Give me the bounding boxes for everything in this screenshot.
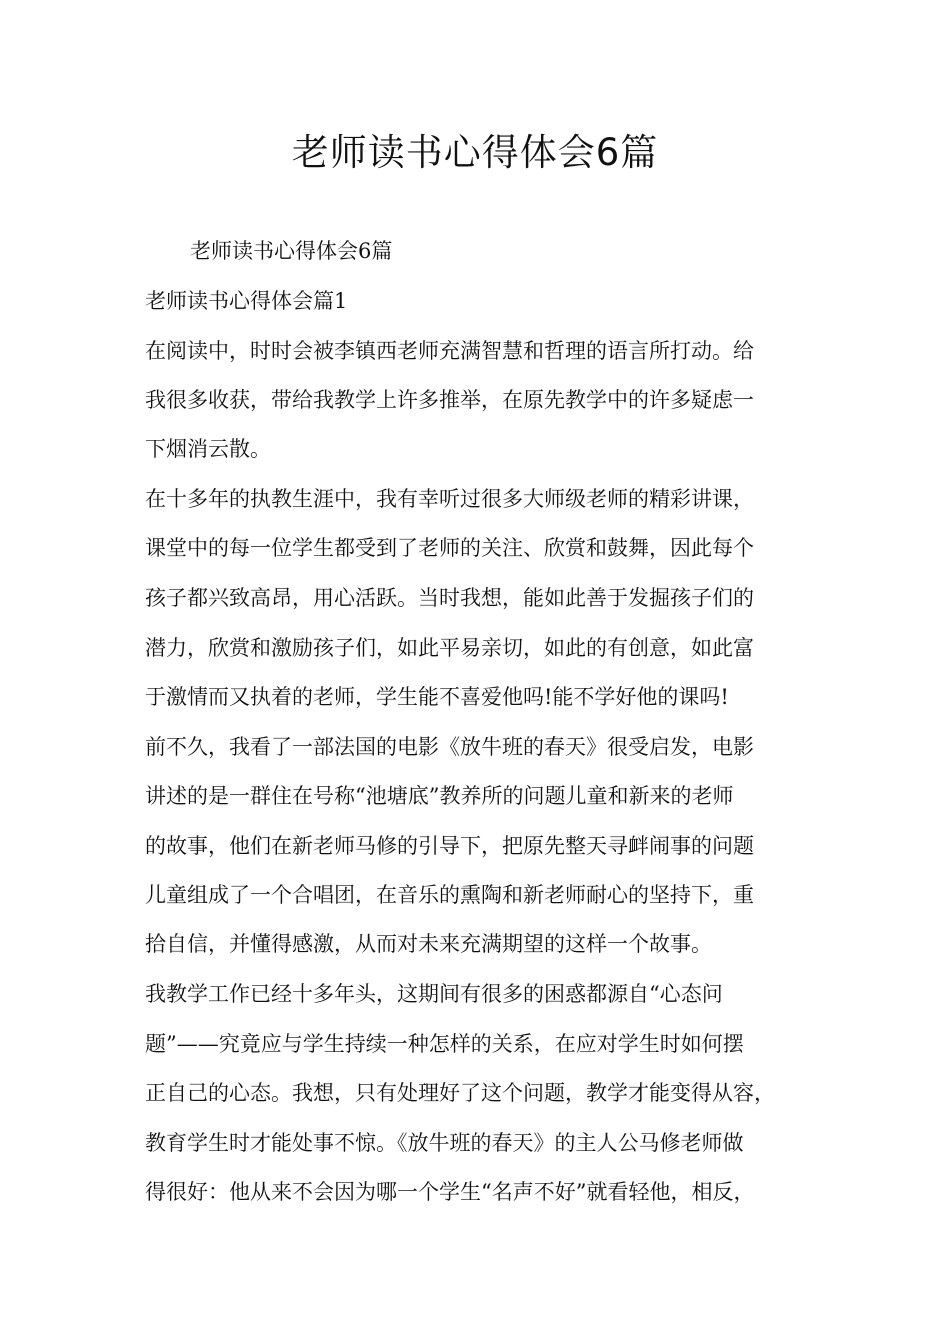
body-line: 我很多收获，带给我教学上许多推举，在原先教学中的许多疑虑一 <box>145 388 754 412</box>
body-line: 潜力，欣赏和激励孩子们，如此平易亲切，如此的有创意，如此富 <box>145 636 754 660</box>
body-line: 拾自信，并懂得感激，从而对未来充满期望的这样一个故事。 <box>145 932 712 956</box>
body-line: 下烟消云散。 <box>145 437 271 461</box>
body-line: 题”——究竟应与学生持续一种怎样的关系，在应对学生时如何摆 <box>145 1032 744 1056</box>
body-line: 前不久，我看了一部法国的电影《放牛班的春天》很受启发，电影 <box>145 735 754 759</box>
body-line: 课堂中的每一位学生都受到了老师的关注、欣赏和鼓舞，因此每个 <box>145 536 754 560</box>
body-line: 的故事，他们在新老师马修的引导下，把原先整天寻衅闹事的问题 <box>145 834 754 858</box>
body-line: 教育学生时才能处事不惊。《放牛班的春天》的主人公马修老师做 <box>145 1131 744 1155</box>
body-line: 在十多年的执教生涯中，我有幸听过很多大师级老师的精彩讲课， <box>145 487 754 511</box>
document-title: 老师读书心得体会6篇 <box>291 131 659 174</box>
body-line: 得很好：他从来不会因为哪一个学生“名声不好”就看轻他，相反， <box>145 1180 755 1204</box>
body-line: 于激情而又执着的老师，学生能不喜爱他吗!能不学好他的课吗! <box>145 685 729 709</box>
body-line: 讲述的是一群住在号称“池塘底”教养所的问题儿童和新来的老师 <box>145 784 734 808</box>
body-line: 孩子都兴致高昂，用心活跃。当时我想，能如此善于发掘孩子们的 <box>145 586 754 610</box>
section-heading: 老师读书心得体会篇1 <box>145 289 348 313</box>
document-subtitle: 老师读书心得体会6篇 <box>190 239 393 263</box>
body-line: 在阅读中，时时会被李镇西老师充满智慧和哲理的语言所打动。给 <box>145 339 754 363</box>
body-line: 我教学工作已经十多年头，这期间有很多的困惑都源自“心态问 <box>145 982 723 1006</box>
body-line: 正自己的心态。我想，只有处理好了这个问题，教学才能变得从容， <box>145 1081 775 1105</box>
body-line: 儿童组成了一个合唱团，在音乐的熏陶和新老师耐心的坚持下，重 <box>145 883 754 907</box>
